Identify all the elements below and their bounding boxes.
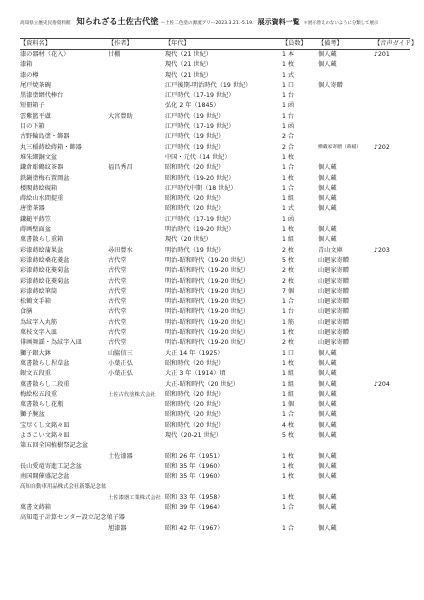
exhibition-subtitle: ～土佐二色塗の源流アリー2023.3.21.-5.19. xyxy=(160,21,254,26)
item-era: 昭和 33 年（1958） xyxy=(165,493,224,501)
item-note: 個人蔵 xyxy=(318,226,337,234)
item-author: 旭漆器 xyxy=(108,524,127,532)
item-note: 個人蔵 xyxy=(318,411,337,419)
item-era: 昭和 26 年（1951） xyxy=(165,452,224,460)
item-quantity: 1 枚 xyxy=(282,329,295,337)
item-quantity: 1 枚 xyxy=(282,359,295,367)
item-name: 彩漆蒔絵花菱菊盆 xyxy=(20,277,70,285)
table-row xyxy=(20,328,410,338)
item-quantity: 1 函 xyxy=(282,123,295,131)
item-era: 明治-昭和時代（19-20 世紀） xyxy=(165,267,250,275)
item-name: 彩漆蒔絵筆筒 xyxy=(20,287,58,295)
item-era: 明治-昭和時代（19-20 世紀） xyxy=(165,287,250,295)
table-row xyxy=(20,431,410,441)
item-era: 江戸後期-明治時代（19 世紀） xyxy=(165,81,252,89)
item-name: 菓書散らし花瓶 xyxy=(20,401,64,409)
item-era: 昭和時代（20 世紀） xyxy=(165,390,225,398)
item-quantity: 1 合 xyxy=(282,504,295,512)
item-quantity: 1 式 xyxy=(282,205,295,213)
item-era: 昭和 42 年（1967） xyxy=(165,524,224,532)
item-note: 山廻家寄贈 xyxy=(318,287,349,295)
table-row xyxy=(20,143,410,153)
table-row xyxy=(20,91,410,101)
table-row xyxy=(20,441,410,462)
item-era: 弘化 2 年（1845） xyxy=(165,102,220,110)
item-era: 江戸時代（17-19 世紀） xyxy=(165,92,235,100)
item-quantity: 1 合 xyxy=(282,184,295,192)
column-header-author: 【作者】 xyxy=(108,40,133,47)
item-name: 菓書散らし捏草盆 xyxy=(20,359,70,367)
item-name: 漆の器材（花入） xyxy=(20,51,70,58)
item-quantity: 2 枚 xyxy=(282,246,295,254)
exhibit-list-table xyxy=(20,38,418,534)
table-row xyxy=(20,71,410,81)
item-era: 江戸時代（19 世紀） xyxy=(165,143,225,151)
item-name: 南国開催盛記念盆 xyxy=(20,473,70,481)
item-name: 短冊箱子 xyxy=(20,102,45,110)
item-name: 漆箱 xyxy=(20,61,33,69)
table-row xyxy=(20,50,410,60)
item-name: 銀文五段重 xyxy=(20,370,51,378)
item-author: 古代堂 xyxy=(108,267,127,275)
item-era: 昭和時代（20 世紀） xyxy=(165,195,225,203)
table-row xyxy=(20,163,410,173)
item-quantity: 1 本 xyxy=(282,51,295,58)
item-era: 江戸時代（17-19 世紀） xyxy=(165,215,235,223)
item-note: 個人蔵 xyxy=(318,452,337,460)
item-author: 大宮豊助 xyxy=(108,112,133,120)
item-name: 高知電子計算センター設立記念菓子器 xyxy=(20,514,125,522)
item-quantity: 1 函 xyxy=(282,215,295,223)
item-quantity: 1 枚 xyxy=(282,153,295,161)
item-name: 蒔画壁面盆 xyxy=(20,226,51,234)
item-author: 尋田豊水 xyxy=(108,246,133,254)
item-note: 個人蔵 xyxy=(318,359,337,367)
table-row xyxy=(20,215,410,225)
item-quantity: 2 枚 xyxy=(282,339,295,347)
column-header-name: 【資料名】 xyxy=(20,40,51,47)
item-name: 鉄鍋塗梅石置岡盆 xyxy=(20,174,70,182)
item-era: 現代（21 世紀） xyxy=(165,61,212,69)
item-name: 第五回全国植樹祭記念盆 xyxy=(20,442,89,450)
table-row xyxy=(20,380,410,390)
item-era: 現代（20 世紀） xyxy=(165,236,212,244)
item-era: 明治-昭和時代（19-20 世紀） xyxy=(165,277,250,285)
item-quantity: 1 口 xyxy=(282,349,295,357)
item-note: 個人蔵 xyxy=(318,61,337,69)
item-quantity: 1 枚 xyxy=(282,473,295,481)
item-quantity: 2 枚 xyxy=(282,267,295,275)
item-era: 昭和 39 年（1964） xyxy=(165,504,224,512)
item-author: 山脇信三 xyxy=(108,349,133,357)
item-note: 個人蔵 xyxy=(318,504,337,512)
item-name: 漆の樽 xyxy=(20,71,39,79)
item-note: 青山文庫 xyxy=(318,246,343,254)
item-name: 菓書散らし重箱 xyxy=(20,236,64,244)
item-name: 彩漆蒔絵蒲果盆 xyxy=(20,246,64,254)
item-name: 松鶴文手箱 xyxy=(20,298,51,306)
item-audio-guide: ♪202 xyxy=(374,143,390,151)
item-name: 蒔絵山水間提重 xyxy=(20,195,64,203)
column-header-audio-guide: 【音声ガイド】 xyxy=(374,40,418,47)
table-row xyxy=(20,112,410,122)
item-quantity: 4 枚 xyxy=(282,421,295,429)
item-name: 獅子腕盆 xyxy=(20,411,45,419)
item-note: 個人蔵 xyxy=(318,473,337,481)
item-quantity: 1 口 xyxy=(282,81,295,89)
table-row xyxy=(20,132,410,142)
item-quantity: 1 台 xyxy=(282,308,295,316)
item-quantity: 1 合 xyxy=(282,524,295,532)
item-author: 福昌秀昌 xyxy=(108,164,133,172)
item-name: 高知自動車用品株式会社新築記念盆 xyxy=(20,484,107,491)
table-row xyxy=(20,101,410,111)
item-era: 明治-昭和時代（19-20 世紀） xyxy=(165,329,250,337)
item-name: 梅絵松五段重 xyxy=(20,390,58,398)
item-era: 明治-昭和時代（19-20 世紀） xyxy=(165,318,250,326)
item-author: 甘棚 xyxy=(108,51,121,58)
item-era: 明治時代（19-20 世紀） xyxy=(165,226,235,234)
table-row xyxy=(20,462,410,472)
table-row xyxy=(20,194,410,204)
item-era: 昭和時代（20 世紀） xyxy=(165,359,225,367)
table-row xyxy=(20,122,410,132)
item-era: 明治-昭和時代（19-20 世紀） xyxy=(165,308,250,316)
item-quantity: 1 枚 xyxy=(282,493,295,501)
item-quantity: 1 組 xyxy=(282,236,295,244)
item-era: 大正 14 年（1925） xyxy=(165,349,224,357)
table-row xyxy=(20,225,410,235)
item-audio-guide: ♪203 xyxy=(374,246,390,254)
item-author: 土佐古代塗株式会社 xyxy=(108,391,156,398)
item-quantity: 2 合 xyxy=(282,143,295,151)
item-note: 山廻家寄贈 xyxy=(318,308,349,316)
item-author: 古代堂 xyxy=(108,329,127,337)
table-row xyxy=(20,287,410,297)
item-audio-guide: ♪201 xyxy=(374,51,390,58)
item-name: 目の下箱 xyxy=(20,123,45,131)
item-quantity: 1 枚 xyxy=(282,61,295,69)
item-quantity: 2 合 xyxy=(282,133,295,141)
item-name: 唐塗茶器 xyxy=(20,205,45,213)
header-note: ＊展示替えのないように分類して展示 xyxy=(303,21,379,26)
item-era: 昭和時代（20 世紀） xyxy=(165,401,225,409)
item-quantity: 1 函 xyxy=(282,102,295,110)
item-author: 小葉正弘 xyxy=(108,370,133,378)
item-name: 黒漆塗網代棒台 xyxy=(20,92,64,100)
item-note: 個人蔵 xyxy=(318,380,337,388)
item-note: 個人蔵 xyxy=(318,164,337,172)
table-row xyxy=(20,235,410,245)
item-name: 俳画舞謡・為紋字入皿 xyxy=(20,339,82,347)
item-quantity: 1 台 xyxy=(282,112,295,120)
column-header-quantity: 【員数】 xyxy=(282,40,307,47)
table-header-row xyxy=(20,38,418,50)
item-era: 江戸時代（19 世紀） xyxy=(165,112,225,120)
item-quantity: 1 台 xyxy=(282,92,295,100)
item-note: 個人蔵 xyxy=(318,390,337,398)
exhibition-title: 知られざる土佐古代塗 xyxy=(76,16,159,26)
table-row xyxy=(20,400,410,410)
item-note: 個人蔵 xyxy=(318,195,337,203)
table-row xyxy=(20,307,410,317)
item-name: 食膳 xyxy=(20,308,33,316)
item-era: 昭和時代（20 世紀） xyxy=(165,421,225,429)
item-note: 山廻家寄贈 xyxy=(318,277,349,285)
item-era: 昭和時代（20 世紀） xyxy=(165,205,225,213)
item-note: 個人蔵 xyxy=(318,431,337,439)
item-quantity: 1 組 xyxy=(282,195,295,203)
item-era: 昭和時代（20 世紀） xyxy=(165,411,225,419)
item-era: 現代（21 世紀） xyxy=(165,71,212,79)
table-row xyxy=(20,204,410,214)
table-row xyxy=(20,338,410,348)
item-era: 昭和時代（20 世紀） xyxy=(165,164,225,172)
item-quantity: 1 枚 xyxy=(282,174,295,182)
item-era: 現代（21 世紀） xyxy=(165,51,212,58)
item-note: 個人寄贈 xyxy=(318,81,343,89)
item-note: 個人蔵 xyxy=(318,401,337,409)
item-quantity: 1 筋 xyxy=(282,318,295,326)
column-header-era: 【年代】 xyxy=(165,40,190,47)
item-note: 個人蔵 xyxy=(318,174,337,182)
item-note: 個人蔵 xyxy=(318,421,337,429)
item-author: 古代堂 xyxy=(108,277,127,285)
item-quantity: 1 組 xyxy=(282,380,295,388)
table-row xyxy=(20,297,410,307)
table-row xyxy=(20,482,410,503)
item-name: 獅子銀大鉢 xyxy=(20,349,51,357)
item-name: 菓書文蒔箱 xyxy=(20,504,51,512)
item-quantity: 1 組 xyxy=(282,390,295,398)
item-note: 個人蔵 xyxy=(318,205,337,213)
organization-name: 高知県立歴史民俗資料館 xyxy=(20,21,71,26)
table-row xyxy=(20,421,410,431)
table-body xyxy=(20,50,410,534)
item-quantity: 1 合 xyxy=(282,298,295,306)
item-quantity: 1 枚 xyxy=(282,452,295,460)
item-era: 中国・元代（14 世紀） xyxy=(165,153,231,161)
table-row xyxy=(20,184,410,194)
item-era: 明治-昭和時代（19-20 世紀） xyxy=(165,298,250,306)
item-name: 宝尽くし文銘々皿 xyxy=(20,421,70,429)
item-era: 現代（20-21 世紀） xyxy=(165,431,223,439)
item-name: 彩漆蒔絵花菱菊盆 xyxy=(20,267,70,275)
item-note: 横蔵家寄贈（蒔稲） xyxy=(318,144,362,150)
item-name: 古野輪島塗・飾器 xyxy=(20,133,70,141)
item-note: 山廻家寄贈 xyxy=(318,298,349,306)
item-name: 菓枝文字入皿 xyxy=(20,329,58,337)
item-note: 個人蔵 xyxy=(318,51,337,58)
item-quantity: 5 枚 xyxy=(282,256,295,264)
item-note: 個人蔵 xyxy=(318,236,337,244)
item-name: 楼閣蒔絵硯箱 xyxy=(20,184,58,192)
table-row xyxy=(20,174,410,184)
item-author: 古代堂 xyxy=(108,318,127,326)
item-era: 江戸時代中期（18 世紀） xyxy=(165,184,237,192)
table-row xyxy=(20,266,410,276)
item-note: 個人蔵 xyxy=(318,349,337,357)
item-name: 彩漆蒔絵桑花菱盆 xyxy=(20,256,70,264)
table-row xyxy=(20,60,410,70)
column-header-note: 【備考】 xyxy=(318,40,343,47)
item-quantity: 1 式 xyxy=(282,71,295,79)
item-name: 鎌鎚平蒔笠 xyxy=(20,215,51,223)
item-quantity: 2 枚 xyxy=(282,277,295,285)
item-author: 小葉正弘 xyxy=(108,359,133,367)
item-quantity: 1 枚 xyxy=(282,462,295,470)
item-era: 昭和 35 年（1960） xyxy=(165,462,224,470)
item-author: 土佐漆器工業株式会社 xyxy=(108,494,161,501)
item-note: 山廻家寄贈 xyxy=(318,256,349,264)
item-author: 古代堂 xyxy=(108,298,127,306)
item-note: 個人蔵 xyxy=(318,462,337,470)
item-era: 昭和 35 年（1960） xyxy=(165,473,224,481)
item-quantity: 1 合 xyxy=(282,411,295,419)
item-name: 雲紫籃平盧 xyxy=(20,112,51,120)
item-name: 丸三稲蒔絵蒔箱・飾器 xyxy=(20,143,82,151)
item-era: 江戸時代（19 世紀） xyxy=(165,133,225,141)
item-note: 山廻家寄贈 xyxy=(318,329,349,337)
item-author: 土佐漆器 xyxy=(108,452,133,460)
document-title: 展示資料一覧 xyxy=(257,18,300,26)
item-author: 古代堂 xyxy=(108,256,127,264)
table-row xyxy=(20,513,410,534)
table-row xyxy=(20,390,410,400)
table-row xyxy=(20,349,410,359)
item-note: 個人蔵 xyxy=(318,370,337,378)
item-name: 長山愛竜寄進工記念盆 xyxy=(20,462,82,470)
item-note: 個人蔵 xyxy=(318,184,337,192)
table-row xyxy=(20,359,410,369)
item-quantity: 7 個 xyxy=(282,287,295,295)
item-name: 尾戸焼茶碗 xyxy=(20,81,51,89)
item-name: 為紋字入丸筋 xyxy=(20,318,58,326)
item-era: 昭和時代（19-20 世紀） xyxy=(165,174,235,182)
item-note: 個人蔵 xyxy=(318,493,337,501)
item-quantity: 1 組 xyxy=(282,370,295,378)
item-author: 古代堂 xyxy=(108,287,127,295)
item-note: 山廻家寄贈 xyxy=(318,339,349,347)
item-quantity: 1 枚 xyxy=(282,226,295,234)
item-author: 古代堂 xyxy=(108,308,127,316)
item-name: よさこい文銘々皿 xyxy=(20,431,70,439)
table-row xyxy=(20,153,410,163)
item-name: 鎌倉彫鶴紋茶器 xyxy=(20,164,64,172)
item-quantity: 5 枚 xyxy=(282,431,295,439)
item-note: 山廻家寄贈 xyxy=(318,318,349,326)
item-quantity: 1 個 xyxy=(282,401,295,409)
item-name: 菓書散らし二段重 xyxy=(20,380,70,388)
table-row xyxy=(20,81,410,91)
item-era: 明治-昭和時代（19-20 世紀） xyxy=(165,339,250,347)
item-era: 明治-昭和時代（19-20 世紀） xyxy=(165,256,250,264)
table-row xyxy=(20,256,410,266)
table-row xyxy=(20,369,410,379)
item-era: 明治時代（19 世紀） xyxy=(165,246,225,254)
item-era: 大正-昭和時代（20 世紀） xyxy=(165,380,239,388)
table-row xyxy=(20,472,410,482)
item-author: 古代堂 xyxy=(108,339,127,347)
item-quantity: 1 合 xyxy=(282,164,295,172)
item-note: 山廻家寄贈 xyxy=(318,267,349,275)
item-note: 個人蔵 xyxy=(318,524,337,532)
table-row xyxy=(20,503,410,513)
table-row xyxy=(20,277,410,287)
item-audio-guide: ♪204 xyxy=(374,380,390,388)
table-row xyxy=(20,318,410,328)
table-row xyxy=(20,410,410,420)
document-header xyxy=(20,14,410,28)
item-name: 堆朱細銅文盆 xyxy=(20,153,58,161)
item-era: 大正 3 年（1914）頃 xyxy=(165,370,226,378)
item-era: 江戸時代（17-19 世紀） xyxy=(165,123,235,131)
table-row xyxy=(20,246,410,256)
